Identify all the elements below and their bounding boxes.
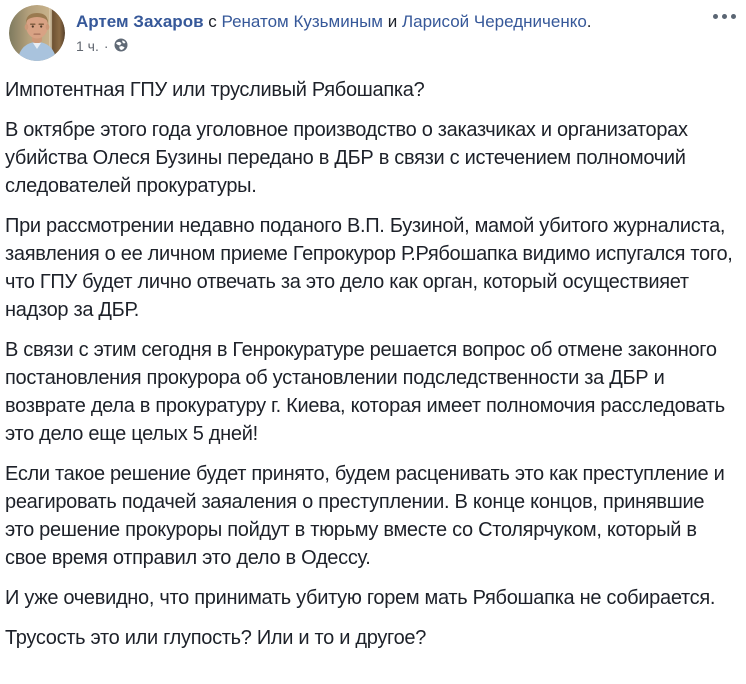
post-meta [76, 37, 592, 55]
ellipsis-icon [722, 14, 727, 19]
author-link[interactable]: Артем Захаров [76, 12, 204, 31]
post-options-button[interactable] [709, 8, 740, 25]
ellipsis-icon [731, 14, 736, 19]
post-body [0, 61, 746, 652]
post-paragraph: При рассмотрении недавно поданого В.П. Бузиной, мамой убитого журналиста, заявления о ее личном приеме Гепрокурор Р.Рябошапка видимо испугался того, что ГПУ будет лично отвечать за это дело как орган, который осуществияет надзор за ДБР. [5, 215, 733, 321]
with-connector: с [203, 12, 222, 31]
public-globe-icon [114, 38, 128, 56]
tagged-person-link-2[interactable]: Ларисой Чередниченко [401, 12, 587, 31]
timestamp-link[interactable]: 1 ч. [76, 38, 99, 54]
header-text [76, 5, 592, 55]
post-header [0, 0, 746, 61]
tagged-person-link-1[interactable]: Ренатом Кузьминым [221, 12, 383, 31]
post-paragraph: И уже очевидно, что принимать убитую горем мать Рябошапка не собирается. [5, 587, 716, 609]
avatar[interactable] [9, 5, 65, 61]
ellipsis-icon [713, 14, 718, 19]
byline-period: . [586, 12, 592, 31]
post-paragraph: В октябре этого года уголовное производство о заказчиках и организаторах убийства Олеся Бузины передано в ДБР в связи с истечением полномочий следователей прокуратуры. [5, 119, 688, 197]
and-connector: и [383, 12, 402, 31]
meta-separator: · [103, 38, 109, 54]
post-paragraph: Трусость это или глупость? Или и то и другое? [5, 627, 427, 649]
post-paragraph: Импотентная ГПУ или трусливый Рябошапка? [5, 79, 425, 101]
avatar-image [9, 5, 65, 61]
post-paragraph: Если такое решение будет принято, будем расценивать это как преступление и реагировать подачей заяаления о преступлении. В конце концов, принявшие это решение прокуроры пойдут в тюрьму вместе со Столярчуком, который в свое время отправил это дело в Одессу. [5, 463, 725, 569]
post-paragraph: В связи с этим сегодня в Генрокуратуре решается вопрос об отмене законного постановления прокурора об установлении подследственности за ДБР и возврате дела в прокуратуру г. Киева, которая имеет полномочия расследовать это дело еще целых 5 дней! [5, 339, 725, 445]
post-byline [76, 9, 592, 34]
